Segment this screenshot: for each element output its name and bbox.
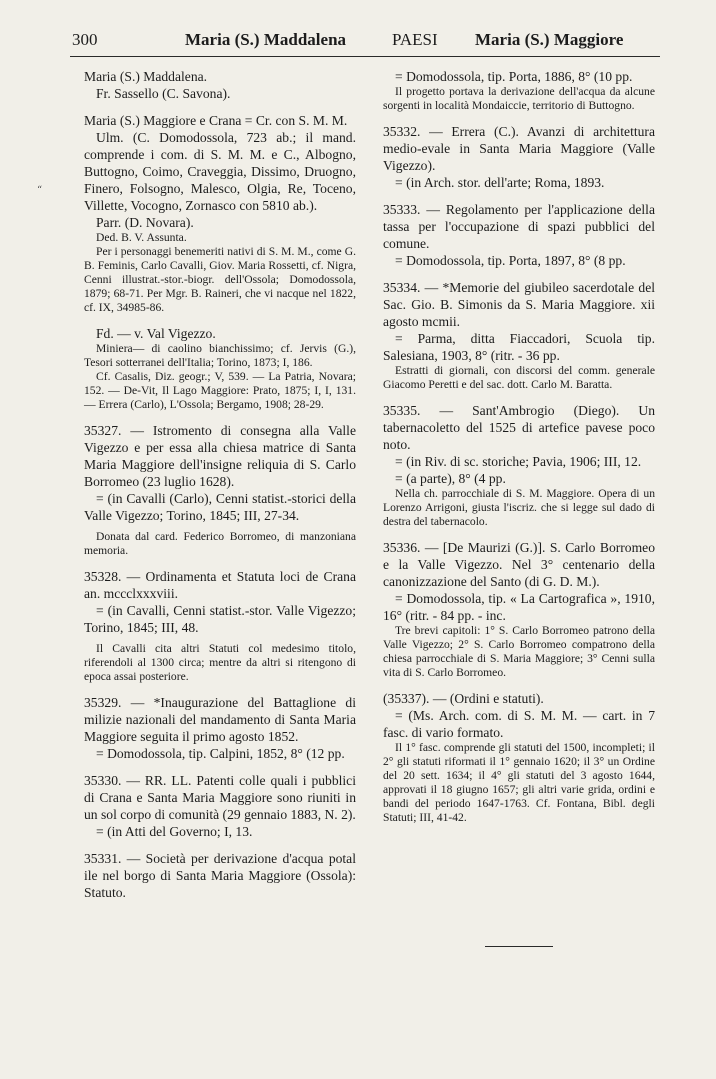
- spacer: [84, 684, 356, 694]
- header-center-title: PAESI: [392, 30, 438, 49]
- entry-text: Maria (S.) Maggiore e Crana = Cr. con S. M. M.: [84, 113, 348, 128]
- entry-text: 35332. — Errera (C.). Avanzi di architettura medio-evale in Santa Maria Maggiore (Valle Vigezzo).: [383, 124, 655, 173]
- header-right-title: Maria (S.) Maggiore: [475, 30, 624, 49]
- entry-text: 35330. — RR. LL. Patenti colle quali i pubblici di Crana e Santa Maria Maggiore sono riuniti in un sol corpo di comunità (29 gennaio 1883, N. 2).: [84, 773, 356, 822]
- spacer: [84, 102, 356, 112]
- entry-text: 35331. — Società per derivazione d'acqua potal ile nel borgo di Santa Maria Maggiore (Ossola): Statuto.: [84, 851, 356, 900]
- entry-text: = (in Riv. di sc. storiche; Pavia, 1906; III, 12.: [395, 454, 642, 469]
- entry-text: 35333. — Regolamento per l'applicazione della tassa per l'occupazione di spazi pubblici del comune.: [383, 202, 655, 251]
- spacer: [84, 315, 356, 325]
- note-text: Cf. Casalis, Diz. geogr.; V, 539. — La Patria, Novara; 152. — De-Vit, Il Lago Maggiore: Prato, 1875; I, I, 131. — Errera (Carlo), L'Ossola; Bergamo, 1908; 28-29.: [84, 370, 356, 411]
- entry-text: 35327. — Istromento di consegna alla Valle Vigezzo e per essa alla chiesa matrice di Santa Maria Maggiore dell'insigne reliquia di S. Carlo Borromeo (23 luglio 1628).: [84, 423, 356, 489]
- note-text: Tre brevi capitoli: 1° S. Carlo Borromeo patrono della Valle Vigezzo; 2° S. Carlo Borromeo compatrono della chiesa parrocchiale di S. Maria Maggiore; 3° Cenni sulla vita di S. Carlo Borromeo.: [383, 624, 655, 679]
- entry-text: Fr. Sassello (C. Savona).: [96, 86, 231, 101]
- right-column: [383, 68, 655, 825]
- note-text: Il 1° fasc. comprende gli statuti del 1500, incompleti; il 2° gli statuti riformati il 1° gennaio 1620; il 3° un Ordine del 20 sett. 1634; il 4° gli statuti del 3 agosto 1644, approvati il 18 giugno 1657; gli altri varie grida, ordini e bandi del periodo 1647-1763. Cf. Fontana, Bibl. degli Statuti; III, 41-42.: [383, 741, 655, 824]
- spacer: [84, 558, 356, 568]
- spacer: [84, 840, 356, 850]
- entry-text: = (Ms. Arch. com. di S. M. M. — cart. in 7 fasc. di vario formato.: [383, 708, 655, 740]
- spacer: [383, 392, 655, 402]
- entry-text: = Parma, ditta Fiaccadori, Scuola tip. Salesiana, 1903, 8° (ritr. - 36 pp.: [383, 331, 655, 363]
- margin-mark: “: [37, 185, 43, 196]
- note-text: Nella ch. parrocchiale di S. M. Maggiore. Opera di un Lorenzo Arrigoni, giusta l'iscriz. che si legge sul dado di destra del tabernacolo.: [383, 487, 655, 528]
- entry-text: = Domodossola, tip. Porta, 1897, 8° (8 pp.: [395, 253, 626, 268]
- note-text: Estratti di giornali, con discorsi del comm. generale Giacomo Peretti e del sac. dott. Carlo M. Baratta.: [383, 364, 655, 391]
- end-rule: [485, 946, 553, 947]
- entry-text: Maria (S.) Maddalena.: [84, 69, 208, 84]
- spacer: [383, 113, 655, 123]
- spacer: [383, 269, 655, 279]
- header-rule: [70, 56, 660, 57]
- spacer: [383, 191, 655, 201]
- header-left-title: Maria (S.) Maddalena: [185, 30, 347, 49]
- entry-text: = (in Arch. stor. dell'arte; Roma, 1893.: [395, 175, 605, 190]
- entry-text: = (a parte), 8° (4 pp.: [395, 471, 506, 486]
- note-text: Ded. B. V. Assunta.: [96, 231, 187, 244]
- entry-text: = Domodossola, tip. « La Cartografica », 1910, 16° (ritr. - 84 pp. - inc.: [383, 591, 655, 623]
- entry-text: Ulm. (C. Domodossola, 723 ab.; il mand. comprende i com. di S. M. M. e C., Albogno, Buttogno, Coimo, Craveggia, Dissimo, Druogno, Finero, Folsogno, Malesco, Olgia, Re, Toceno, Villette, Vocogno, Zornasco con 5810 ab.).: [84, 130, 356, 213]
- entry-text: 35329. — *Inaugurazione del Battaglione di milizie nazionali del mandamento di Santa Maria Maggiore seguita il primo agosto 1852.: [84, 695, 356, 744]
- entry-text: = Domodossola, tip. Calpini, 1852, 8° (12 pp.: [96, 746, 345, 761]
- entry-text: 35336. — [De Maurizi (G.)]. S. Carlo Borromeo e la Valle Vigezzo. Nel 3° centenario della canonizzazione del Santo (di G. D. M.).: [383, 540, 655, 589]
- spacer: [84, 412, 356, 422]
- spacer: [383, 680, 655, 690]
- note-text: Miniera— di caolino bianchissimo; cf. Jervis (G.), Tesori sotterranei dell'Italia; Torino, 1873; I, 186.: [84, 342, 356, 369]
- entry-text: = (in Cavalli, Cenni statist.-stor. Valle Vigezzo; Torino, 1845; III, 48.: [84, 603, 356, 635]
- entry-text: = (in Cavalli (Carlo), Cenni statist.-storici della Valle Vigezzo; Torino, 1845; III, 27-34.: [84, 491, 356, 523]
- spacer: [383, 529, 655, 539]
- note-text: Donata dal card. Federico Borromeo, di manzoniana memoria.: [84, 530, 356, 557]
- entry-text: 35335. — Sant'Ambrogio (Diego). Un tabernacoletto del 1525 di artefice pavese poco noto.: [383, 403, 655, 452]
- entry-text: = (in Atti del Governo; I, 13.: [96, 824, 253, 839]
- note-text: Il Cavalli cita altri Statuti col medesimo titolo, riferendoli al 1300 circa; mentre da altri si ritengono di epoca assai posteriore.: [84, 642, 356, 683]
- entry-text: 35334. — *Memorie del giubileo sacerdotale del Sac. Gio. B. Simonis da S. Maria Maggiore. xii agosto mcmii.: [383, 280, 655, 329]
- spacer: [84, 762, 356, 772]
- entry-text: 35328. — Ordinamenta et Statuta loci de Crana an. mccclxxxviii.: [84, 569, 356, 601]
- page-number: 300: [72, 30, 98, 49]
- entry-text: (35337). — (Ordini e statuti).: [383, 691, 544, 706]
- note-text: Il progetto portava la derivazione dell'acqua da alcune sorgenti in località Mondaiccie, territorio di Buttogno.: [383, 85, 655, 112]
- left-column: [84, 68, 356, 901]
- page-header: [58, 30, 658, 54]
- entry-text: Fd. — v. Val Vigezzo.: [96, 326, 216, 341]
- note-text: Per i personaggi benemeriti nativi di S. M. M., come G. B. Feminis, Carlo Cavalli, Giov. Maria Rossetti, cf. Nigra, Cenni illustrat.-stor.-biogr. dell'Ossola; Domodossola, 1879; 68-71. Per Mgr. B. Raineri, che vi nacque nel 1822, cf. IX, 34985-86.: [84, 245, 356, 314]
- entry-text: = Domodossola, tip. Porta, 1886, 8° (10 pp.: [395, 69, 633, 84]
- entry-text: Parr. (D. Novara).: [96, 215, 194, 230]
